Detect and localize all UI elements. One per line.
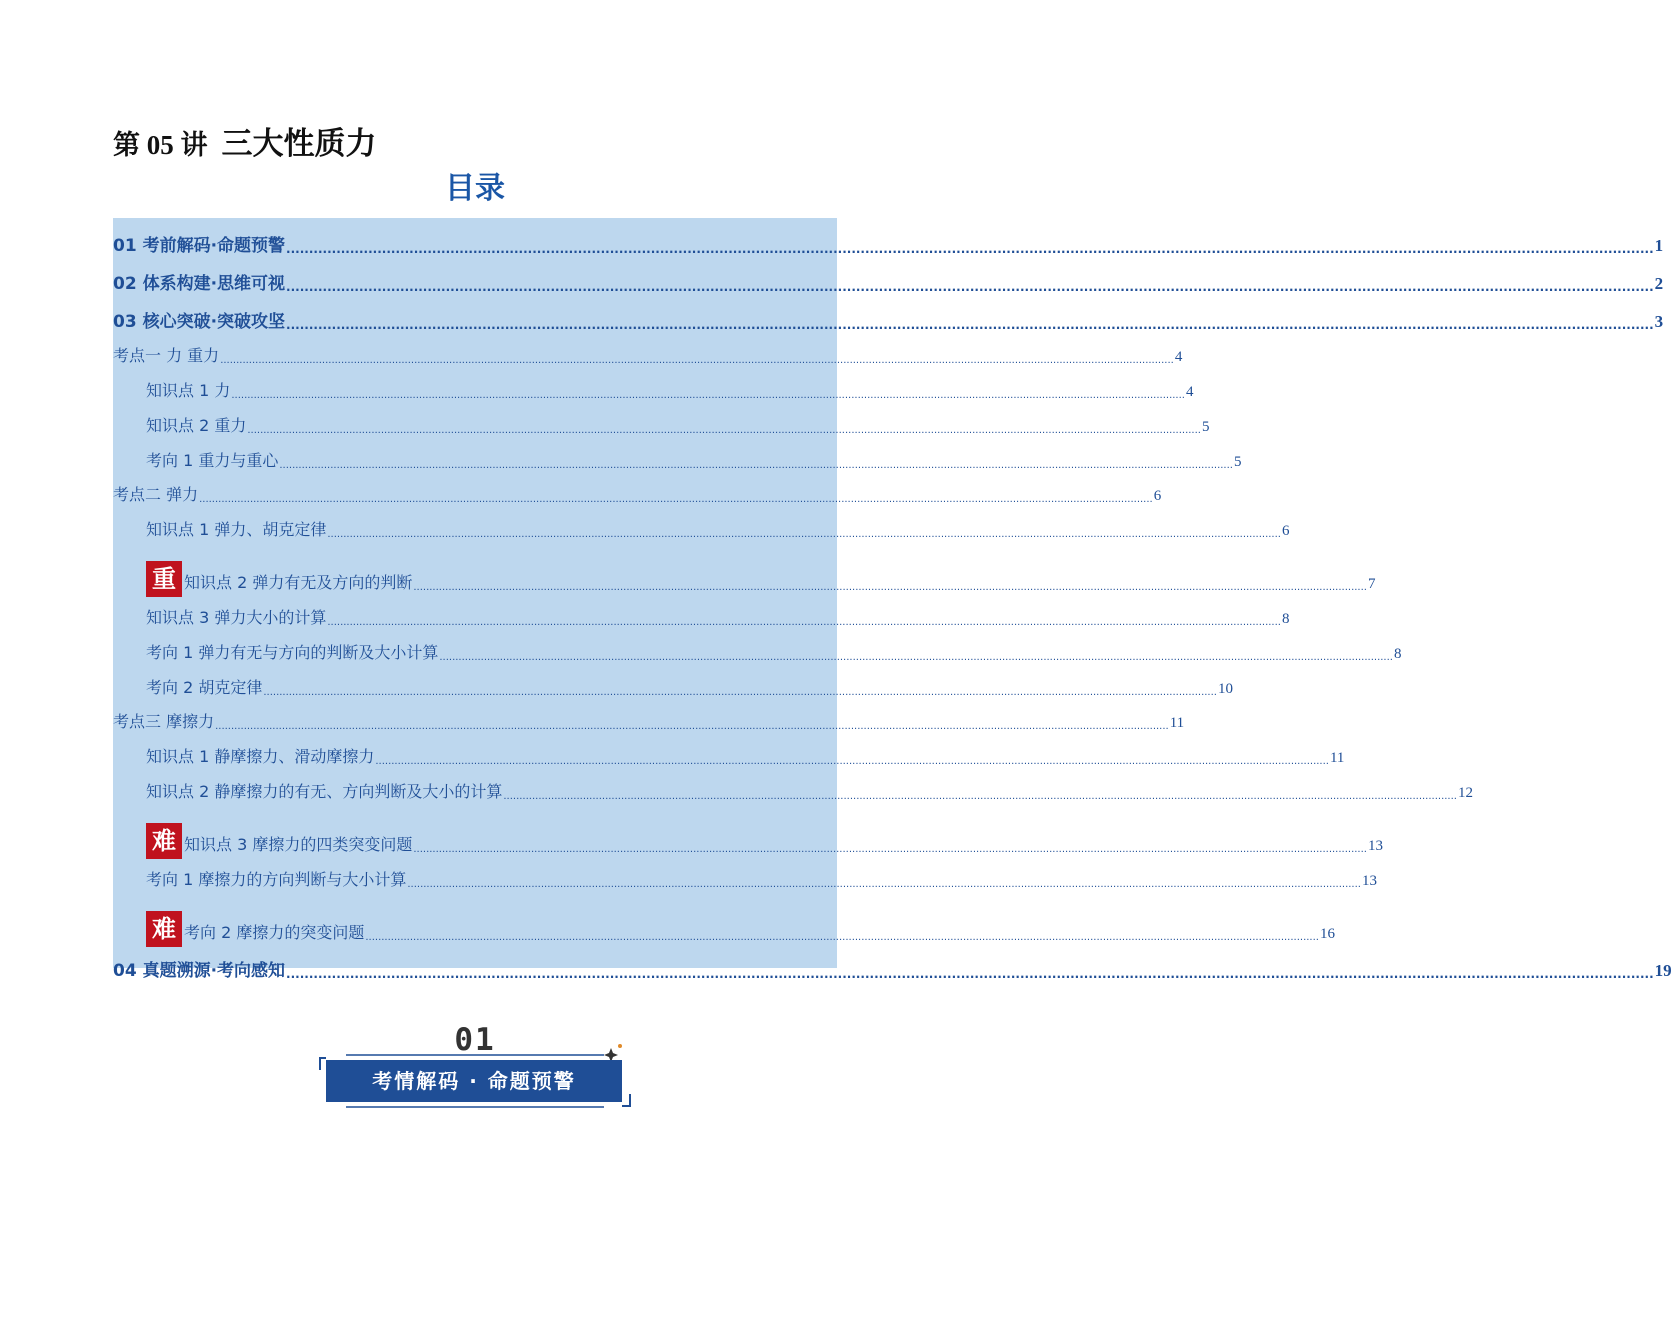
toc-leader-dots: ............................................................................................................................................................................................................................................................................................................	[439, 652, 1393, 663]
toc-entry-text: 知识点 3 摩擦力的四类突变问题	[184, 835, 413, 854]
toc-page-number: 8	[1393, 646, 1402, 662]
toc-entry[interactable]	[113, 366, 1194, 401]
toc-entry-label	[146, 675, 262, 698]
toc-leader-dots: ............................................................................................................................................................................................................................................................................................................	[286, 318, 1654, 332]
toc-entry-text: 知识点 1 力	[146, 381, 231, 400]
toc-entry[interactable]	[113, 802, 1383, 855]
toc-page-number: 2	[1654, 274, 1664, 293]
lesson-title	[113, 118, 377, 163]
toc-entry[interactable]	[113, 505, 1290, 540]
toc-entry-text: 考点三 摩擦力	[113, 712, 215, 731]
toc-entry-label	[113, 231, 285, 256]
toc-leader-dots: ............................................................................................................................................................................................................................................................................................................	[365, 932, 1319, 943]
toc-leader-dots: ............................................................................................................................................................................................................................................................................................................	[263, 687, 1217, 698]
toc-page-number: 4	[1185, 384, 1194, 400]
toc-entry-label	[113, 956, 285, 981]
toc-entry-label	[146, 378, 230, 401]
toc-entry[interactable]	[113, 218, 1664, 256]
toc-leader-dots: ............................................................................................................................................................................................................................................................................................................	[286, 280, 1654, 294]
toc-entry-text: 考向 1 弹力有无与方向的判断及大小计算	[146, 643, 439, 662]
toc-entry-label	[146, 744, 374, 767]
toc-entry-label	[113, 482, 198, 505]
toc-entry-label	[146, 448, 278, 471]
toc-entry-text: 考点一 力 重力	[113, 346, 220, 365]
toc-page-number: 8	[1281, 611, 1290, 627]
toc-entry-label	[113, 709, 214, 732]
toc-entry-text: 考向 2 摩擦力的突变问题	[184, 923, 365, 942]
toc-page-number: 5	[1233, 454, 1242, 470]
toc-entry[interactable]	[113, 332, 1183, 366]
toc-entry-label	[113, 269, 285, 294]
toc-leader-dots: ............................................................................................................................................................................................................................................................................................................	[503, 791, 1457, 802]
toc-entry-text: 知识点 1 静摩擦力、滑动摩擦力	[146, 747, 375, 766]
toc-entry[interactable]	[113, 663, 1233, 698]
toc-leader-dots: ............................................................................................................................................................................................................................................................................................................	[413, 582, 1367, 593]
toc-entry[interactable]	[113, 471, 1162, 505]
toc-leader-dots: ............................................................................................................................................................................................................................................................................................................	[407, 879, 1361, 890]
toc-page-number: 16	[1319, 926, 1335, 942]
toc-leader-dots: ............................................................................................................................................................................................................................................................................................................	[220, 355, 1174, 366]
toc-entry-text: 考向 1 摩擦力的方向判断与大小计算	[146, 870, 407, 889]
toc-entry-label	[146, 517, 326, 540]
toc-page-number: 11	[1169, 715, 1185, 731]
toc-entry[interactable]	[113, 593, 1290, 628]
toc-entry[interactable]	[113, 698, 1185, 732]
toc-entry[interactable]	[113, 294, 1664, 332]
toc-entry-label	[113, 343, 219, 366]
toc-entry-text: 04 真题溯源·考向感知	[113, 961, 286, 981]
toc-entry[interactable]	[113, 732, 1345, 767]
toc-page-number: 10	[1217, 681, 1233, 697]
toc-page-number: 4	[1174, 349, 1183, 365]
toc-leader-dots: ............................................................................................................................................................................................................................................................................................................	[231, 390, 1185, 401]
toc-badge: 难	[146, 823, 182, 859]
toc-leader-dots: ............................................................................................................................................................................................................................................................................................................	[279, 460, 1233, 471]
toc-entry-text: 知识点 1 弹力、胡克定律	[146, 520, 327, 539]
toc-entry-text: 知识点 2 弹力有无及方向的判断	[184, 573, 413, 592]
toc-entry-text: 知识点 2 静摩擦力的有无、方向判断及大小的计算	[146, 782, 503, 801]
toc-page-number: 11	[1329, 750, 1345, 766]
toc-leader-dots: ............................................................................................................................................................................................................................................................................................................	[327, 529, 1281, 540]
toc-entry-text: 01 考前解码·命题预警	[113, 236, 286, 256]
toc-page-number: 13	[1361, 873, 1377, 889]
toc-entry-label	[113, 307, 285, 332]
toc-entry-text: 02 体系构建·思维可视	[113, 274, 286, 294]
toc-entry-label	[146, 911, 364, 943]
toc-entry-text: 考点二 弹力	[113, 485, 199, 504]
toc-heading: 目录	[445, 171, 505, 206]
toc-badge: 重	[146, 561, 182, 597]
toc-entry-label	[146, 823, 412, 855]
toc-entry-label	[146, 867, 406, 890]
toc-page-number: 12	[1457, 785, 1473, 801]
toc-page-number: 5	[1201, 419, 1210, 435]
toc-entry-text: 知识点 3 弹力大小的计算	[146, 608, 327, 627]
toc-entry-label	[146, 413, 246, 436]
toc-page-number: 7	[1367, 576, 1376, 592]
toc-leader-dots: ............................................................................................................................................................................................................................................................................................................	[215, 721, 1169, 732]
toc-entry-text: 考向 2 胡克定律	[146, 678, 263, 697]
toc-page-number: 6	[1153, 488, 1162, 504]
toc-entry-label	[146, 640, 438, 663]
toc-page-number: 13	[1367, 838, 1383, 854]
banner-title: 考情解码 · 命题预警	[326, 1060, 622, 1102]
toc-entry-text: 03 核心突破·突破攻坚	[113, 312, 286, 332]
toc-entry[interactable]	[113, 855, 1377, 890]
lesson-number: 第 05 讲	[113, 130, 208, 160]
toc-leader-dots: ............................................................................................................................................................................................................................................................................................................	[247, 425, 1201, 436]
toc-entry[interactable]	[113, 401, 1210, 436]
toc-leader-dots: ............................................................................................................................................................................................................................................................................................................	[375, 756, 1329, 767]
toc-leader-dots: ............................................................................................................................................................................................................................................................................................................	[327, 617, 1281, 628]
toc-leader-dots: ............................................................................................................................................................................................................................................................................................................	[286, 242, 1654, 256]
toc-entry-label	[146, 779, 502, 802]
toc-entry[interactable]	[113, 256, 1664, 294]
toc-leader-dots: ............................................................................................................................................................................................................................................................................................................	[286, 967, 1654, 981]
toc-entry-text: 知识点 2 重力	[146, 416, 247, 435]
toc-entry[interactable]	[113, 890, 1335, 943]
table-of-contents	[113, 218, 1672, 981]
toc-page-number: 1	[1654, 236, 1664, 255]
toc-entry[interactable]	[113, 943, 1672, 981]
lesson-topic: 三大性质力	[221, 126, 377, 162]
toc-badge: 难	[146, 911, 182, 947]
toc-entry[interactable]	[113, 767, 1473, 802]
toc-page-number: 6	[1281, 523, 1290, 539]
toc-entry-label	[146, 605, 326, 628]
toc-page-number: 19	[1654, 961, 1672, 980]
banner-number: 01	[454, 1022, 496, 1058]
toc-entry-text: 考向 1 重力与重心	[146, 451, 279, 470]
toc-entry-label	[146, 561, 412, 593]
section-banner	[318, 1022, 632, 1110]
toc-leader-dots: ............................................................................................................................................................................................................................................................................................................	[199, 494, 1153, 505]
toc-page-number: 3	[1654, 312, 1664, 331]
toc-leader-dots: ............................................................................................................................................................................................................................................................................................................	[413, 844, 1367, 855]
toc-entry[interactable]	[113, 628, 1402, 663]
toc-entry[interactable]	[113, 540, 1376, 593]
toc-entry[interactable]	[113, 436, 1242, 471]
